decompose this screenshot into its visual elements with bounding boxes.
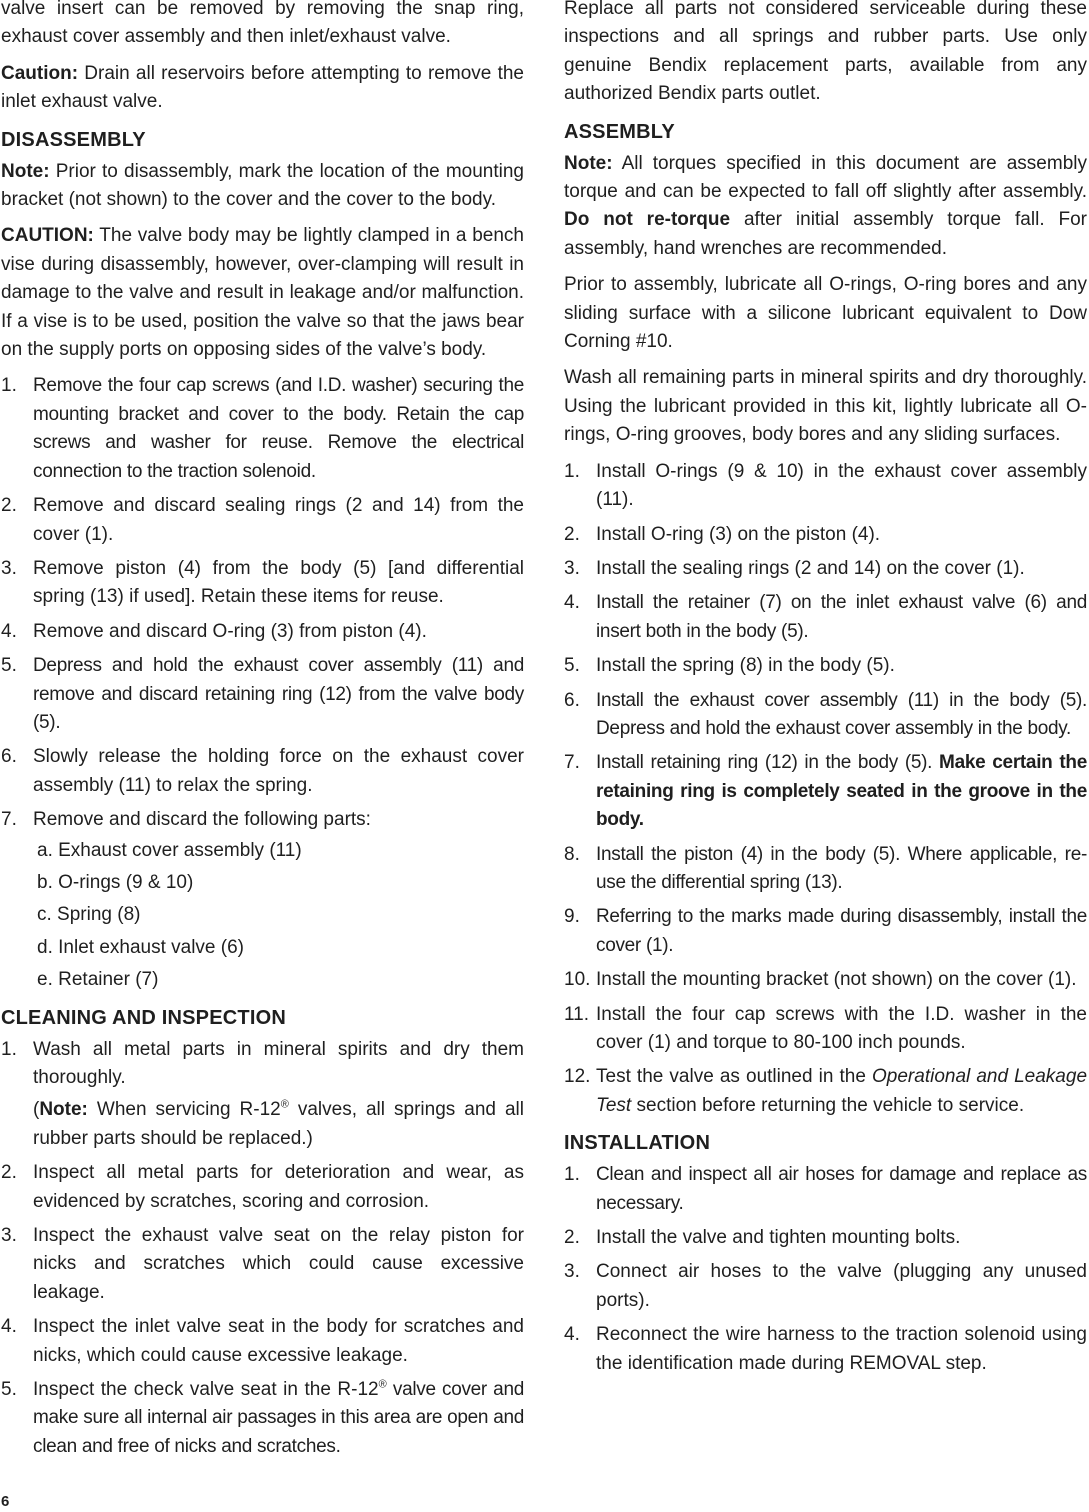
lubricate-paragraph: Prior to assembly, lubricate all O-rings, O-ring bores and any sliding surface with a silicone lubricant equivalent to Dow Corning #10. xyxy=(564,274,1087,353)
page-number: 6 xyxy=(1,1493,10,1510)
step-text: Inspect the check valve seat in the R-12 xyxy=(33,1379,379,1401)
intro-paragraph: valve insert can be removed by removing the snap ring, exhaust cover assembly and then inlet/exhaust valve. xyxy=(1,0,524,48)
list-item xyxy=(1,1222,524,1307)
step-number: 11. xyxy=(564,1003,590,1025)
step-text: Inspect the inlet valve seat in the body for scratches and nicks, which could cause excessive leakage. xyxy=(33,1316,524,1366)
caution-label: CAUTION: xyxy=(1,225,94,247)
list-item xyxy=(564,749,1087,834)
list-item xyxy=(564,555,1087,583)
registered-mark: ® xyxy=(280,1099,289,1112)
note-label: Note: xyxy=(1,160,50,182)
list-item xyxy=(564,1224,1087,1252)
list-item xyxy=(564,1321,1087,1378)
parts-sublist xyxy=(37,837,524,995)
step-number: 3. xyxy=(1,1225,17,1247)
step-text: Connect air hoses to the valve (plugging any unused ports). xyxy=(596,1261,1087,1311)
list-item xyxy=(564,1258,1087,1315)
step-number: 9. xyxy=(564,906,580,928)
list-item xyxy=(564,687,1087,744)
list-item xyxy=(1,806,524,994)
cleaning-note xyxy=(33,1096,524,1153)
caution-text: Drain all reservoirs before attempting to remove the inlet exhaust valve. xyxy=(1,62,524,113)
step-text: Install the sealing rings (2 and 14) on the cover (1). xyxy=(596,557,1025,579)
step-number: 5. xyxy=(564,655,580,677)
do-not-retorque: Do not re-torque xyxy=(564,209,731,231)
right-column xyxy=(564,0,1087,1386)
note-text: valves, all springs and all rubber parts should be replaced.) xyxy=(33,1099,524,1149)
step-number: 5. xyxy=(1,1379,17,1401)
step-text: Slowly release the holding force on the exhaust cover assembly (11) to relax the spring. xyxy=(33,746,524,796)
list-item xyxy=(1,1159,524,1216)
step-number: 1. xyxy=(1,375,17,397)
step-number: 1. xyxy=(564,460,580,482)
list-item xyxy=(564,589,1087,646)
step-text: Install the four cap screws with the I.D. washer in the cover (1) and torque to 80-100 inch pounds. xyxy=(596,1003,1087,1053)
replace-paragraph: Replace all parts not considered serviceable during these inspections and all springs and rubber parts. Use only genuine Bendix replacement parts, available from any authorized Bendix parts outlet. xyxy=(564,0,1087,105)
step-text: section before returning the vehicle to service. xyxy=(631,1094,1025,1116)
step-number: 6. xyxy=(564,689,580,711)
list-item xyxy=(1,492,524,549)
installation-heading: INSTALLATION xyxy=(564,1132,711,1155)
step-text: Referring to the marks made during disassembly, install the cover (1). xyxy=(596,906,1087,956)
step-number: 5. xyxy=(1,655,17,677)
caution-label: Caution: xyxy=(1,62,79,84)
step-text: Reconnect the wire harness to the traction solenoid using the identification made during REMOVAL step. xyxy=(596,1324,1087,1374)
step-text: Remove and discard the following parts: xyxy=(33,809,371,831)
step-text: Depress and hold the exhaust cover assembly (11) and remove and discard retaining ring (12) from the valve body (5). xyxy=(33,655,524,733)
note-label: Note: xyxy=(564,152,613,174)
note-text: Prior to disassembly, mark the location of the mounting bracket (not shown) to the cover and the cover to the body. xyxy=(1,160,524,211)
list-item xyxy=(1,1036,524,1154)
assembly-heading: ASSEMBLY xyxy=(564,120,675,143)
step-text: Install the retainer (7) on the inlet exhaust valve (6) and insert both in the body (5). xyxy=(596,592,1087,642)
list-item xyxy=(1,555,524,612)
step-number: 2. xyxy=(564,1227,580,1249)
step-text: Install the exhaust cover assembly (11) in the body (5). Depress and hold the exhaust cover assembly in the body. xyxy=(596,689,1087,739)
step-number: 3. xyxy=(564,557,580,579)
installation-steps xyxy=(564,1161,1087,1378)
step-text: Wash all metal parts in mineral spirits and dry them thoroughly. xyxy=(33,1038,524,1088)
step-text: Remove the four cap screws (and I.D. washer) securing the mounting bracket and cover to the body. Retain the cap screws and washer for reuse. Remove the electrical connection to the traction solenoid. xyxy=(33,375,524,482)
step-number: 3. xyxy=(1,557,17,579)
registered-mark: ® xyxy=(378,1378,387,1391)
step-number: 1. xyxy=(564,1164,580,1186)
step-number: 12. xyxy=(564,1066,591,1088)
list-item xyxy=(564,1001,1087,1058)
step-number: 8. xyxy=(564,843,580,865)
wash-paragraph: Wash all remaining parts in mineral spirits and dry thoroughly. Using the lubricant provided in this kit, lightly lubricate all O-rings, O-ring grooves, body bores and any sliding surfaces. xyxy=(564,367,1087,446)
step-number: 1. xyxy=(1,1038,17,1060)
step-text: Remove and discard O-ring (3) from piston (4). xyxy=(33,620,427,642)
step-number: 4. xyxy=(1,1316,17,1338)
assembly-note xyxy=(564,150,1087,264)
disassembly-heading: DISASSEMBLY xyxy=(1,128,146,151)
note-text: When servicing R-12 xyxy=(87,1099,281,1121)
list-item xyxy=(564,652,1087,680)
step-number: 2. xyxy=(1,495,17,517)
step-text: Install the piston (4) in the body (5). Where applicable, re-use the differential spring (13). xyxy=(596,843,1087,893)
step-number: 2. xyxy=(564,523,580,545)
sub-list-item: e. Retainer (7) xyxy=(37,969,159,991)
list-item xyxy=(1,618,524,646)
step-number: 6. xyxy=(1,746,17,768)
cleaning-steps xyxy=(1,1036,524,1462)
test-section-reference: Operational and Leakage Test xyxy=(596,1066,1088,1116)
cleaning-heading: CLEANING AND INSPECTION xyxy=(1,1006,286,1029)
step-number: 2. xyxy=(1,1162,17,1184)
list-item xyxy=(564,841,1087,898)
step-text: Inspect the exhaust valve seat on the relay piston for nicks and scratches which could cause excessive leakage. xyxy=(33,1225,524,1303)
step-number: 3. xyxy=(564,1261,580,1283)
list-item xyxy=(564,458,1087,515)
left-column xyxy=(1,0,524,1469)
sub-list-item: a. Exhaust cover assembly (11) xyxy=(37,839,302,861)
note-paren: ( xyxy=(33,1099,40,1121)
step-text: Install the mounting bracket (not shown) on the cover (1). xyxy=(596,969,1077,991)
list-item xyxy=(564,1063,1087,1120)
list-item xyxy=(564,966,1087,994)
step-text: Remove and discard sealing rings (2 and 14) from the cover (1). xyxy=(33,495,524,545)
step-number: 4. xyxy=(564,592,580,614)
list-item xyxy=(1,372,524,486)
step-number: 7. xyxy=(564,752,580,774)
step-text: Install the spring (8) in the body (5). xyxy=(596,655,895,677)
step-text: Remove piston (4) from the body (5) [and differential spring (13) if used]. Retain these items for reuse. xyxy=(33,557,524,608)
step-text: valve cover and make sure all internal air passages in this area are open and clean and free of nicks and scratches. xyxy=(33,1379,524,1457)
note-text: after initial assembly torque fall. For assembly, hand wrenches are recommended. xyxy=(564,209,1087,259)
sub-list-item: b. O-rings (9 & 10) xyxy=(37,871,194,893)
step-number: 10. xyxy=(564,969,591,991)
note-text: All torques specified in this document are assembly torque and can be expected to fall off slightly after assembly. xyxy=(564,152,1087,203)
assembly-steps xyxy=(564,458,1087,1121)
list-item xyxy=(1,743,524,800)
list-item xyxy=(1,1313,524,1370)
list-item xyxy=(564,903,1087,960)
sub-list-item: c. Spring (8) xyxy=(37,904,141,926)
list-item xyxy=(564,521,1087,549)
disassembly-steps xyxy=(1,372,524,994)
step-number: 4. xyxy=(1,620,17,642)
caution-paragraph xyxy=(1,60,524,117)
step-text: Clean and inspect all air hoses for damage and replace as necessary. xyxy=(596,1164,1087,1214)
step-text: Install retaining ring (12) in the body (5). xyxy=(596,752,940,774)
list-item xyxy=(564,1161,1087,1218)
step-text: Inspect all metal parts for deterioration and wear, as evidenced by scratches, scoring and corrosion. xyxy=(33,1162,524,1212)
disassembly-caution xyxy=(1,222,524,364)
make-certain-warning: Make certain the retaining ring is completely seated in the groove in the body. xyxy=(596,752,1087,831)
list-item xyxy=(1,1376,524,1461)
sub-list-item: d. Inlet exhaust valve (6) xyxy=(37,936,244,958)
caution-text: The valve body may be lightly clamped in a bench vise during disassembly, however, over-clamping will result in damage to the valve and result in leakage and/or malfunction. If a vise is to be used, position the valve so that the jaws bear on the supply ports on opposing sides of the valve’s body. xyxy=(1,225,524,361)
step-text: Install the valve and tighten mounting bolts. xyxy=(596,1227,961,1249)
disassembly-note xyxy=(1,158,524,215)
step-text: Test the valve as outlined in the xyxy=(596,1066,873,1088)
list-item xyxy=(1,652,524,737)
step-number: 4. xyxy=(564,1324,580,1346)
step-number: 7. xyxy=(1,809,17,831)
step-text: Install O-ring (3) on the piston (4). xyxy=(596,523,881,545)
note-label: Note: xyxy=(39,1099,88,1121)
step-text: Install O-rings (9 & 10) in the exhaust cover assembly (11). xyxy=(596,460,1087,511)
